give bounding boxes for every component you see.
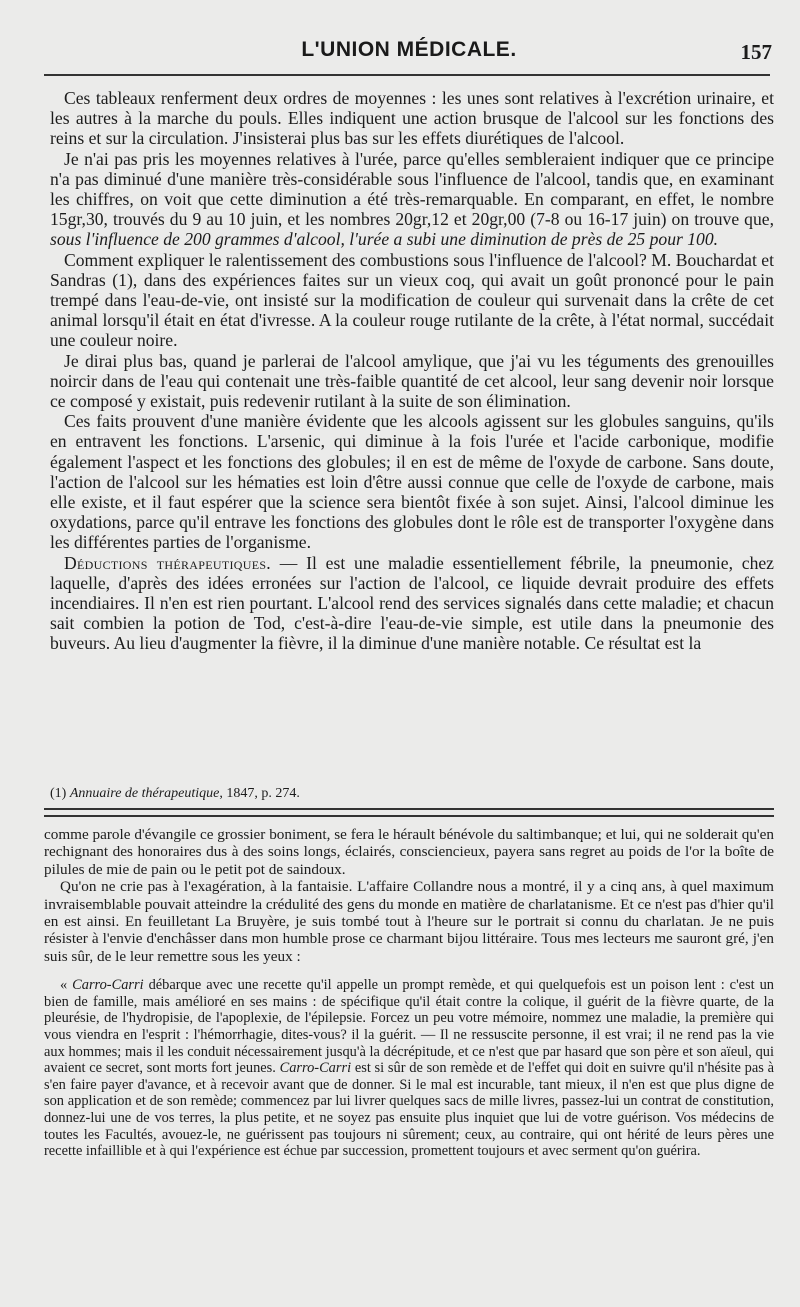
quote-open: «	[60, 977, 73, 994]
paragraph-6-text: — Il est une maladie essentiellement fébrile, la pneumonie, chez laquelle, d'après des idées erronées sur l'action de l'alcool, ce liquide devrait produire des effets incendiaires. Il n'en est rien pourtant. L'alcool rend des services signalés dans cette maladie; et chacun sait combien la potion de Tod, c'est-à-dire l'eau-de-vie simple, est utile dans la pneumonie des buveurs. Au lieu d'augmenter la fièvre, il la diminue d'une manière notable. Ce résultat est la	[50, 552, 774, 654]
footnote-rest: , 1847, p. 274.	[219, 786, 300, 801]
feuilleton-paragraph-1: comme parole d'évangile ce grossier boniment, se fera le hérault bénévole du saltimbanque; et lui, qui ne solderait qu'en rechignant des honoraires dus à des soins longs, éclairés, consciencieux, payera sans regret au poids de l'or la boîte de pilules de mie de pain ou le petit pot de saindoux.	[44, 826, 774, 878]
quote-text-1: débarque avec une recette qu'il appelle un prompt remède, et qui quelquefois est un poison lent : c'est un bien de famille, mais amélioré en ses mains : de spécifique qu'il était contre la colique, il guérit de la fièvre quarte, de la pleurésie, de l'hydropisie, de l'apoplexie, de l'épilepsie. Forcez un peu votre mémoire, nommez une maladie, la première qui vous viendra en l'esprit : l'hémorrhagie, dites-vous? il la guérit. — Il ne ressuscite personne, il est vrai; il ne rend pas la vie aux hommes; mais il les conduit nécessairement jusqu'à la décrépitude, et ce n'est que par hasard que son père et son aïeul, qui avaient ce secret, sont morts fort jeunes.	[44, 977, 774, 1077]
page-number: 157	[740, 40, 772, 64]
feuilleton-quote	[44, 977, 774, 1160]
header-rule	[44, 74, 770, 76]
main-text	[50, 88, 774, 654]
feuilleton-text	[44, 826, 774, 1160]
quote-text-2: est si sûr de son remède et de l'effet qui doit en suivre qu'il n'hésite pas à s'en faire payer d'avance, et à recevoir avant que de donner. Si le mal est incurable, tant mieux, il n'en est que plus digne de son application et de son remède; commencez par lui livrer quelques sacs de mille livres, passez-lui un contrat de constitution, donnez-lui une de vos terres, la plus petite, et ne soyez pas ensuite plus inquiet que lui de votre guérison. Vos médecins de toutes les Facultés, avouez-le, ne guérissent pas toujours ni sûrement; ceux, au contraire, qui ont hérité de leurs pères une recette infaillible et à qui l'expérience est échue par succession, promettent toujours et avec serment qu'on guérira.	[44, 1060, 774, 1160]
quote-name: Carro-Carri	[72, 977, 144, 994]
paragraph-1: Ces tableaux renferment deux ordres de moyennes : les unes sont relatives à l'excrétion urinaire, et les autres à la marche du pouls. Elles indiquent une action brusque de l'alcool sur les fonctions des reins et sur la circulation. J'insisterai plus bas sur les effets diurétiques de l'alcool.	[50, 88, 774, 149]
paragraph-6	[50, 553, 774, 654]
page-header	[44, 38, 774, 70]
section-heading: Déductions thérapeutiques.	[64, 552, 272, 573]
paragraph-2-text: Je n'ai pas pris les moyennes relatives à l'urée, parce qu'elles sembleraient indiquer que ce principe n'a pas diminué d'une manière très-considérable sous l'influence de l'alcool, tandis que, en examinant les chiffres, on voit que cette diminution a été très-remarquable. En comparant, en effet, le nombre 15gr,30, trouvés du 9 au 10 juin, et les nombres 20gr,12 et 20gr,00 (7-8 ou 16-17 juin) on trouve que,	[50, 148, 774, 230]
feuilleton-paragraph-2: Qu'on ne crie pas à l'exagération, à la fantaisie. L'affaire Collandre nous a montré, il y a cinq ans, à quel maximum invraisemblable pouvait atteindre la crédulité des gens du monde en matière de charlatanisme. Et ce n'est pas d'hier qu'il en est ainsi. En feuilletant La Bruyère, je suis tombé tout à l'heure sur le portrait si connu du charlatan. Je ne puis résister à l'envie d'enchâsser dans mon humble prose ce charmant bijou littéraire. Tous mes lecteurs me sauront gré, j'en suis sûr, de le leur remettre sous les yeux :	[44, 878, 774, 965]
paragraph-2	[50, 149, 774, 250]
footnote-marker: (1)	[50, 786, 67, 801]
quote-name-2: Carro-Carri	[279, 1060, 352, 1077]
running-title: L'UNION MÉDICALE.	[301, 38, 517, 61]
feuilleton-separator	[44, 808, 774, 817]
paragraph-2-italic: sous l'influence de 200 grammes d'alcool, l'urée a subi une diminution de près de 25 pour 100.	[50, 229, 719, 250]
paragraph-4: Je dirai plus bas, quand je parlerai de l'alcool amylique, que j'ai vu les téguments des grenouilles noircir dans de l'eau qui contenait une très-faible quantité de cet alcool, leur sang devenir noir lorsque ce composé y existait, puis redevenir rutilant à la suite de son élimination.	[50, 350, 774, 412]
footnote-title: Annuaire de thérapeutique	[69, 786, 220, 801]
paragraph-5: Ces faits prouvent d'une manière évidente que les alcools agissent sur les globules sanguins, qu'ils en entravent les fonctions. L'arsenic, qui diminue à la fois l'urée et l'acide carbonique, modifie également l'aspect et les fonctions des globules; il en est de même de l'oxyde de carbone. Sans doute, l'action de l'alcool sur les hématies est loin d'être aussi connue que celle de l'oxyde de carbone, mais elle existe, et il faut espérer que la science sera bientôt fixée à son sujet. Ainsi, l'alcool diminue les oxydations, parce qu'il entrave les fonctions des globules dont le rôle est de transporter l'oxygène dans les différentes parties de l'organisme.	[50, 411, 774, 553]
paragraph-3: Comment expliquer le ralentissement des combustions sous l'influence de l'alcool? M. Bouchardat et Sandras (1), dans des expériences faites sur un vieux coq, qui avait un goût prononcé pour le pain trempé dans l'eau-de-vie, ont insisté sur la modification de couleur qui survenait dans la crête de cet animal lorsqu'il était en état d'ivresse. A la couleur rouge rutilante de la crête, à l'état normal, succédait une couleur noire.	[50, 249, 774, 351]
footnote	[50, 786, 774, 802]
